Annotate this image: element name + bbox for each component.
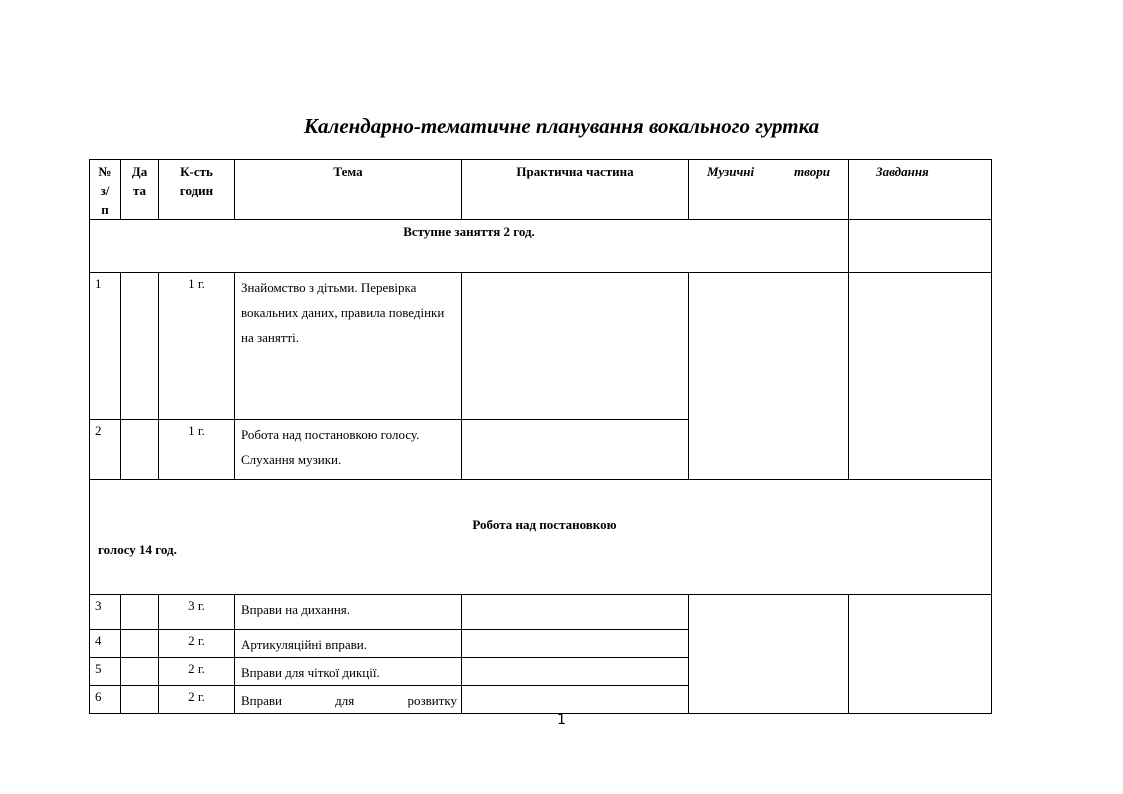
section-title: Робота над постановкою голосу 14 год. bbox=[90, 480, 992, 595]
table-row bbox=[90, 273, 992, 420]
row-practical bbox=[462, 686, 689, 714]
row-topic: Вправи на дихання. bbox=[235, 595, 462, 630]
row-music bbox=[689, 273, 849, 480]
row-music bbox=[689, 595, 849, 714]
row-hours: 2 г. bbox=[159, 658, 235, 686]
header-tasks: Завдання bbox=[849, 160, 992, 220]
row-date bbox=[121, 630, 159, 658]
row-num: 3 bbox=[90, 595, 121, 630]
row-num: 6 bbox=[90, 686, 121, 714]
row-tasks bbox=[849, 273, 992, 480]
row-date bbox=[121, 658, 159, 686]
header-num: № з/ п bbox=[90, 160, 121, 220]
row-date bbox=[121, 273, 159, 420]
row-num: 2 bbox=[90, 420, 121, 480]
section-row bbox=[90, 480, 992, 595]
row-date bbox=[121, 420, 159, 480]
header-date: Да та bbox=[121, 160, 159, 220]
row-hours: 2 г. bbox=[159, 630, 235, 658]
table-row bbox=[90, 595, 992, 630]
row-topic: Робота над постановкою голосу. Слухання музики. bbox=[235, 420, 462, 480]
row-tasks bbox=[849, 595, 992, 714]
page-number: 1 bbox=[557, 712, 566, 728]
row-topic: Вправи для розвитку bbox=[235, 686, 462, 714]
row-hours: 1 г. bbox=[159, 273, 235, 420]
page-title: Календарно-тематичне планування вокального гуртка bbox=[303, 114, 820, 138]
row-date bbox=[121, 595, 159, 630]
row-num: 5 bbox=[90, 658, 121, 686]
row-hours: 3 г. bbox=[159, 595, 235, 630]
header-topic: Тема bbox=[235, 160, 462, 220]
row-practical bbox=[462, 273, 689, 420]
section-title: Вступне заняття 2 год. bbox=[90, 220, 849, 273]
row-topic: Вправи для чіткої дикції. bbox=[235, 658, 462, 686]
header-hours: К-сть годин bbox=[159, 160, 235, 220]
row-date bbox=[121, 686, 159, 714]
section-row bbox=[90, 220, 992, 273]
row-hours: 1 г. bbox=[159, 420, 235, 480]
row-practical bbox=[462, 595, 689, 630]
planning-table bbox=[89, 159, 992, 714]
section-tasks-cell bbox=[849, 220, 992, 273]
row-num: 1 bbox=[90, 273, 121, 420]
header-music: Музичні твори bbox=[689, 160, 849, 220]
row-num: 4 bbox=[90, 630, 121, 658]
row-practical bbox=[462, 630, 689, 658]
row-topic: Знайомство з дітьми. Перевірка вокальних даних, правила поведінки на занятті. bbox=[235, 273, 462, 420]
row-practical bbox=[462, 420, 689, 480]
row-topic: Артикуляційні вправи. bbox=[235, 630, 462, 658]
header-practical: Практична частина bbox=[462, 160, 689, 220]
row-hours: 2 г. bbox=[159, 686, 235, 714]
header-row bbox=[90, 160, 992, 220]
row-practical bbox=[462, 658, 689, 686]
